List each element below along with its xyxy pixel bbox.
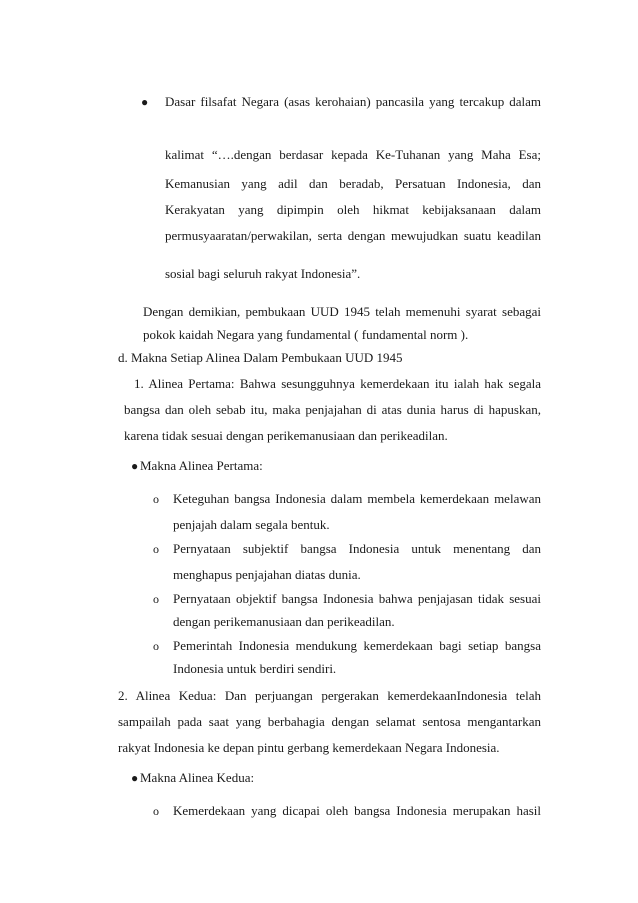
bullet-icon: ● <box>141 95 149 109</box>
paragraph-line: Kemanusian yang adil dan beradab, Persatuan Indonesia, dan <box>165 176 541 191</box>
paragraph-line: Dasar filsafat Negara (asas kerohaian) pancasila yang tercakup dalam <box>165 94 541 109</box>
paragraph-line: bangsa dan oleh sebab itu, maka penjajahan di atas dunia harus di hapuskan, <box>124 402 541 417</box>
list-item-line: Keteguhan bangsa Indonesia dalam membela kemerdekaan melawan <box>173 491 541 506</box>
list-item-line: Kemerdekaan yang dicapai oleh bangsa Indonesia merupakan hasil <box>173 803 541 818</box>
circle-bullet-icon: o <box>153 492 159 506</box>
makna-label: Makna Alinea Pertama: <box>140 458 263 473</box>
circle-bullet-icon: o <box>153 542 159 556</box>
section-heading: d. Makna Setiap Alinea Dalam Pembukaan UUD 1945 <box>118 350 403 365</box>
paragraph-line: sampailah pada saat yang berbahagia dengan selamat sentosa mengantarkan <box>118 714 541 729</box>
paragraph-line: Kerakyatan yang dipimpin oleh hikmat kebijaksanaan dalam <box>165 202 541 217</box>
circle-bullet-icon: o <box>153 804 159 818</box>
list-item-line: Pernyataan subjektif bangsa Indonesia untuk menentang dan <box>173 541 541 556</box>
list-item-line: Indonesia untuk berdiri sendiri. <box>173 661 337 676</box>
circle-bullet-icon: o <box>153 639 159 653</box>
paragraph-line: rakyat Indonesia ke depan pintu gerbang kemerdekaan Negara Indonesia. <box>118 740 500 755</box>
paragraph-line: sosial bagi seluruh rakyat Indonesia”. <box>165 266 361 281</box>
list-item-line: dengan perikemanusiaan dan perikeadilan. <box>173 614 395 629</box>
paragraph-line: 2. Alinea Kedua: Dan perjuangan pergerakan kemerdekaanIndonesia telah <box>118 688 541 703</box>
paragraph-line: kalimat “….dengan berdasar kepada Ke-Tuhanan yang Maha Esa; <box>165 147 541 162</box>
list-item-line: Pernyataan objektif bangsa Indonesia bahwa penjajasan tidak sesuai <box>173 591 541 606</box>
makna-label: Makna Alinea Kedua: <box>140 770 255 785</box>
bullet-icon: ● <box>131 771 139 785</box>
paragraph-line: permusyaaratan/perwakilan, serta dengan mewujudkan suatu keadilan <box>165 228 541 243</box>
paragraph-line: 1. Alinea Pertama: Bahwa sesungguhnya kemerdekaan itu ialah hak segala <box>134 376 541 391</box>
list-item-line: menghapus penjajahan diatas dunia. <box>173 567 361 582</box>
list-item-line: penjajah dalam segala bentuk. <box>173 517 330 532</box>
paragraph-line: Dengan demikian, pembukaan UUD 1945 telah memenuhi syarat sebagai <box>143 304 541 319</box>
bullet-icon: ● <box>131 459 139 473</box>
circle-bullet-icon: o <box>153 592 159 606</box>
list-item-line: Pemerintah Indonesia mendukung kemerdekaan bagi setiap bangsa <box>173 638 541 653</box>
paragraph-line: karena tidak sesuai dengan perikemanusiaan dan perikeadilan. <box>124 428 448 443</box>
paragraph-line: pokok kaidah Negara yang fundamental ( fundamental norm ). <box>143 327 469 342</box>
